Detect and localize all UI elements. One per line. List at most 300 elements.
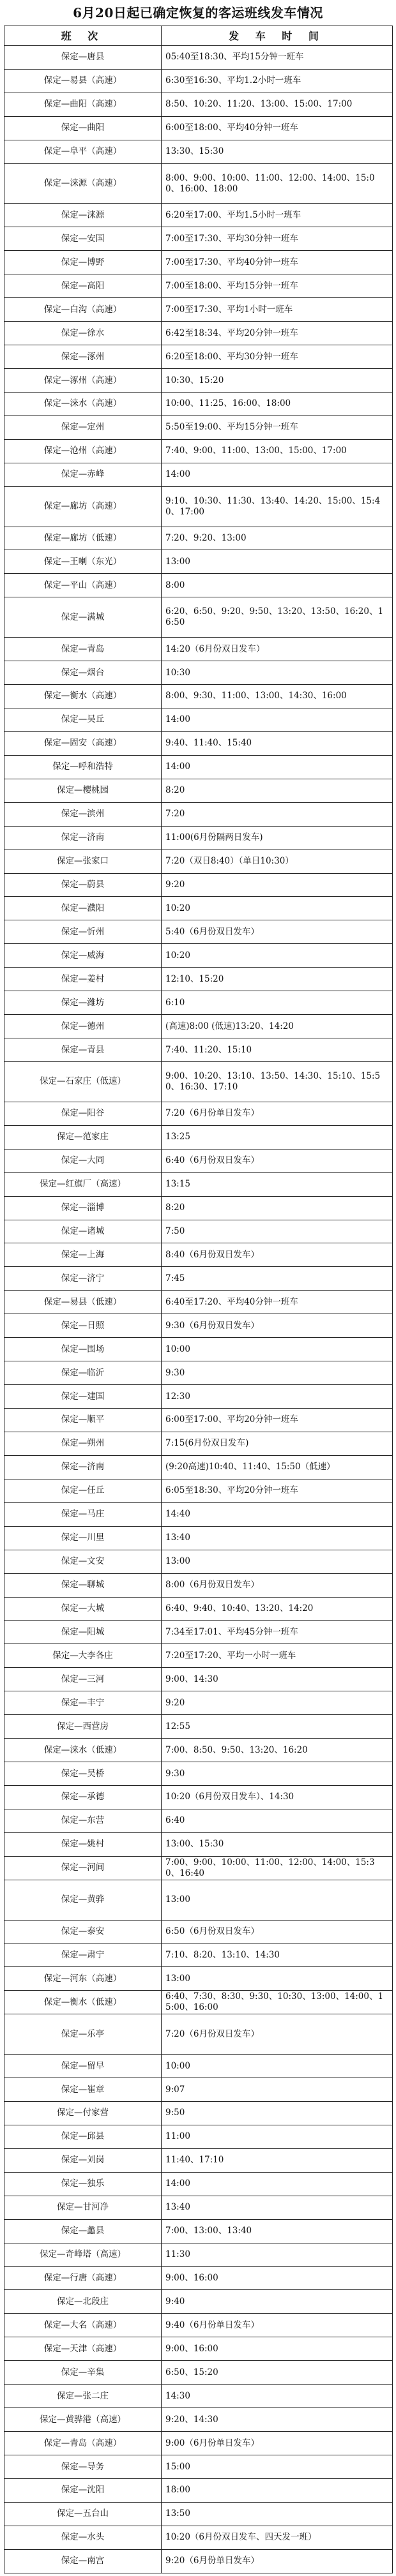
times-cell: 9:20、14:30 bbox=[162, 2408, 393, 2432]
route-cell: 保定—涞水（低速） bbox=[4, 1739, 162, 1762]
table-row bbox=[4, 1550, 393, 1573]
route-cell: 保定—天津（高速） bbox=[4, 2337, 162, 2361]
times-cell: 13:00 bbox=[162, 1880, 393, 1920]
times-cell: 7:20至17:20、平均一小时一班车 bbox=[162, 1644, 393, 1668]
table-row bbox=[4, 2219, 393, 2243]
route-cell: 保定—沧州（高速） bbox=[4, 439, 162, 463]
route-cell: 保定—泰安 bbox=[4, 1920, 162, 1943]
route-cell: 保定—曲阳（高速） bbox=[4, 93, 162, 116]
times-cell: 9:20 bbox=[162, 873, 393, 897]
times-cell: 13:00 bbox=[162, 1550, 393, 1573]
route-cell: 保定—廊坊（高速） bbox=[4, 486, 162, 527]
route-cell: 保定—吴桥 bbox=[4, 1762, 162, 1786]
table-row bbox=[4, 369, 393, 393]
table-row bbox=[4, 2314, 393, 2337]
route-cell: 保定—建国 bbox=[4, 1385, 162, 1409]
route-cell: 保定—丰宁 bbox=[4, 1691, 162, 1715]
route-cell: 保定—徐水 bbox=[4, 322, 162, 345]
times-cell: 13:00 bbox=[162, 1967, 393, 1991]
table-row bbox=[4, 116, 393, 140]
times-cell: 11:40、17:10 bbox=[162, 2148, 393, 2172]
times-cell: 12:55 bbox=[162, 1715, 393, 1739]
times-cell: 6:00至17:00、平均20分钟一班车 bbox=[162, 1409, 393, 1432]
times-cell: 14:00 bbox=[162, 463, 393, 486]
route-cell: 保定—满城 bbox=[4, 597, 162, 638]
route-cell: 保定—大同 bbox=[4, 1149, 162, 1172]
table-row bbox=[4, 1967, 393, 1991]
route-cell: 保定—石家庄（低速） bbox=[4, 1062, 162, 1102]
table-row bbox=[4, 1597, 393, 1621]
route-cell: 保定—东营 bbox=[4, 1809, 162, 1832]
times-cell: 9:00、16:00 bbox=[162, 2266, 393, 2290]
table-row bbox=[4, 486, 393, 527]
times-cell: (9:20高速)10:40、11:40、15:50（低速） bbox=[162, 1455, 393, 1479]
times-cell: 11:00(6月份隔两日发车) bbox=[162, 826, 393, 850]
table-row bbox=[4, 850, 393, 873]
table-row bbox=[4, 1243, 393, 1267]
times-cell: 6:40至17:20、平均40分钟一班车 bbox=[162, 1291, 393, 1314]
table-row bbox=[4, 345, 393, 369]
page-title: 6月20日起已确定恢复的客运班线发车情况 bbox=[73, 5, 323, 20]
route-cell: 保定—马庄 bbox=[4, 1502, 162, 1526]
route-cell: 保定—张家口 bbox=[4, 850, 162, 873]
table-row bbox=[4, 1621, 393, 1644]
route-cell: 保定—滨州 bbox=[4, 802, 162, 826]
route-cell: 保定—济宁 bbox=[4, 1267, 162, 1291]
table-row bbox=[4, 1739, 393, 1762]
times-cell: 7:15(6月份双日发车) bbox=[162, 1432, 393, 1455]
times-cell: 9:40 bbox=[162, 2290, 393, 2314]
table-row bbox=[4, 1668, 393, 1691]
table-row bbox=[4, 2101, 393, 2125]
route-cell: 保定—沈阳 bbox=[4, 2478, 162, 2502]
table-row bbox=[4, 597, 393, 638]
table-row bbox=[4, 755, 393, 779]
times-cell: 14:00 bbox=[162, 708, 393, 731]
table-row bbox=[4, 1991, 393, 2014]
times-cell: 14:30 bbox=[162, 2385, 393, 2408]
route-cell: 保定—大名（高速） bbox=[4, 2314, 162, 2337]
times-cell: 6:42至18:34、平均20分钟一班车 bbox=[162, 322, 393, 345]
times-cell: 7:00至18:00、平均15分钟一班车 bbox=[162, 274, 393, 298]
table-row bbox=[4, 1715, 393, 1739]
table-row bbox=[4, 1691, 393, 1715]
times-cell: 8:00、9:30、11:00、13:00、14:30、16:00 bbox=[162, 685, 393, 708]
table-row bbox=[4, 69, 393, 93]
table-row bbox=[4, 1762, 393, 1786]
table-row bbox=[4, 1502, 393, 1526]
route-column-header: 班 次 bbox=[4, 26, 162, 46]
table-row bbox=[4, 2526, 393, 2549]
table-row bbox=[4, 46, 393, 70]
times-cell: 13:25 bbox=[162, 1125, 393, 1149]
route-cell: 保定—涞源（高速） bbox=[4, 163, 162, 204]
route-cell: 保定—濮阳 bbox=[4, 897, 162, 920]
times-cell: 7:45 bbox=[162, 1267, 393, 1291]
table-row bbox=[4, 731, 393, 755]
times-cell: 14:00 bbox=[162, 755, 393, 779]
times-cell: 7:00、13:00、13:40 bbox=[162, 2219, 393, 2243]
route-cell: 保定—白沟（高速） bbox=[4, 298, 162, 322]
times-cell: 10:00、11:25、16:00、18:00 bbox=[162, 392, 393, 416]
times-cell: 8:00（6月份双日发车） bbox=[162, 1573, 393, 1597]
times-cell: 9:30 bbox=[162, 1762, 393, 1786]
table-row bbox=[4, 2290, 393, 2314]
route-cell: 保定—川里 bbox=[4, 1526, 162, 1550]
table-row bbox=[4, 2055, 393, 2078]
table-row bbox=[4, 1220, 393, 1243]
route-cell: 保定—河东（高速） bbox=[4, 1967, 162, 1991]
table-row bbox=[4, 1149, 393, 1172]
route-cell: 保定—朔州 bbox=[4, 1432, 162, 1455]
times-cell: 7:10、8:20、13:10、14:30 bbox=[162, 1943, 393, 1967]
route-cell: 保定—潍坊 bbox=[4, 991, 162, 1015]
times-cell: 12:10、15:20 bbox=[162, 968, 393, 991]
route-cell: 保定—姚村 bbox=[4, 1832, 162, 1856]
times-cell: 9:40（6月份单日发车） bbox=[162, 2314, 393, 2337]
table-row bbox=[4, 968, 393, 991]
route-cell: 保定—淄博 bbox=[4, 1196, 162, 1220]
times-cell: 9:50 bbox=[162, 2101, 393, 2125]
route-cell: 保定—独乐 bbox=[4, 2172, 162, 2196]
times-cell: 5:50至19:00、平均15分钟一班车 bbox=[162, 416, 393, 439]
table-row bbox=[4, 708, 393, 731]
table-row bbox=[4, 1832, 393, 1856]
times-cell: 13:40 bbox=[162, 2196, 393, 2219]
route-cell: 保定—邱县 bbox=[4, 2125, 162, 2148]
table-row bbox=[4, 1062, 393, 1102]
times-cell: 7:40、9:00、11:00、13:00、15:00、17:00 bbox=[162, 439, 393, 463]
times-cell: 8:20 bbox=[162, 1196, 393, 1220]
times-cell: 13:00 bbox=[162, 550, 393, 574]
table-row bbox=[4, 685, 393, 708]
times-cell: 6:30至16:30、平均1.2小时一班车 bbox=[162, 69, 393, 93]
table-row bbox=[4, 1455, 393, 1479]
route-cell: 保定—围场 bbox=[4, 1338, 162, 1361]
route-cell: 保定—阜平（高速） bbox=[4, 140, 162, 163]
table-row bbox=[4, 298, 393, 322]
table-row bbox=[4, 2078, 393, 2102]
times-cell: 6:10 bbox=[162, 991, 393, 1015]
table-row bbox=[4, 1038, 393, 1062]
table-row bbox=[4, 2432, 393, 2455]
route-cell: 保定—行唐（高速） bbox=[4, 2266, 162, 2290]
route-cell: 保定—定州 bbox=[4, 416, 162, 439]
table-row bbox=[4, 2148, 393, 2172]
table-row bbox=[4, 1314, 393, 1338]
times-cell: 9:30 bbox=[162, 1361, 393, 1385]
times-cell: 05:40至18:30、平均15分钟一班车 bbox=[162, 46, 393, 70]
route-cell: 保定—樱桃园 bbox=[4, 779, 162, 802]
table-row bbox=[4, 1920, 393, 1943]
route-cell: 保定—赤峰 bbox=[4, 463, 162, 486]
route-cell: 保定—威海 bbox=[4, 944, 162, 968]
table-row bbox=[4, 2014, 393, 2055]
times-cell: 15:00 bbox=[162, 2455, 393, 2479]
times-cell: 9:10、10:30、11:30、13:40、14:20、15:00、15:40、17:00 bbox=[162, 486, 393, 527]
times-cell: 11:30 bbox=[162, 2243, 393, 2266]
table-row bbox=[4, 991, 393, 1015]
table-body bbox=[4, 46, 393, 2573]
table-row bbox=[4, 322, 393, 345]
times-column-header: 发 车 时 间 bbox=[162, 26, 393, 46]
route-cell: 保定—日照 bbox=[4, 1314, 162, 1338]
route-cell: 保定—顺平 bbox=[4, 1409, 162, 1432]
times-cell: 18:00 bbox=[162, 2478, 393, 2502]
table-row bbox=[4, 1573, 393, 1597]
table-row bbox=[4, 1809, 393, 1832]
times-cell: 13:40 bbox=[162, 1526, 393, 1550]
route-cell: 保定—刘岗 bbox=[4, 2148, 162, 2172]
route-cell: 保定—青岛（高速） bbox=[4, 2432, 162, 2455]
table-row bbox=[4, 274, 393, 298]
table-row bbox=[4, 140, 393, 163]
times-cell: 7:34至17:01、平均45分钟一班车 bbox=[162, 1621, 393, 1644]
table-row bbox=[4, 2502, 393, 2526]
times-cell: 9:40、11:40、15:40 bbox=[162, 731, 393, 755]
times-cell: 6:20至17:00、平均1.5小时一班车 bbox=[162, 204, 393, 227]
times-cell: 6:00至18:00、平均40分钟一班车 bbox=[162, 116, 393, 140]
route-cell: 保定—五台山 bbox=[4, 2502, 162, 2526]
table-row bbox=[4, 1644, 393, 1668]
route-cell: 保定—上海 bbox=[4, 1243, 162, 1267]
times-cell: 9:20（6月份单日发车） bbox=[162, 2549, 393, 2573]
table-row bbox=[4, 1267, 393, 1291]
table-row bbox=[4, 1943, 393, 1967]
times-cell: 13:15 bbox=[162, 1172, 393, 1196]
table-row bbox=[4, 439, 393, 463]
table-row bbox=[4, 873, 393, 897]
times-cell: 6:40、9:40、10:40、13:20、14:20 bbox=[162, 1597, 393, 1621]
times-cell: 6:20、6:50、9:20、9:50、13:20、13:50、16:20、16:50 bbox=[162, 597, 393, 638]
times-cell: 9:00（6月份单日发车） bbox=[162, 2432, 393, 2455]
route-cell: 保定—北段庄 bbox=[4, 2290, 162, 2314]
table-row bbox=[4, 251, 393, 274]
route-cell: 保定—衡水（低速） bbox=[4, 1991, 162, 2014]
route-cell: 保定—青县 bbox=[4, 1038, 162, 1062]
table-header bbox=[4, 26, 393, 46]
table-row bbox=[4, 1786, 393, 1809]
times-cell: 7:20（双日8:40）（单日10:30） bbox=[162, 850, 393, 873]
table-row bbox=[4, 802, 393, 826]
times-cell: 6:50、15:20 bbox=[162, 2361, 393, 2385]
times-cell: 7:20（6月份单日发车） bbox=[162, 1102, 393, 1125]
route-cell: 保定—涞水（高速） bbox=[4, 392, 162, 416]
route-cell: 保定—水头 bbox=[4, 2526, 162, 2549]
route-cell: 保定—王喇（东光） bbox=[4, 550, 162, 574]
table-row bbox=[4, 779, 393, 802]
route-cell: 保定—辛集 bbox=[4, 2361, 162, 2385]
times-cell: 6:40、7:30、8:30、9:30、10:30、13:00、14:00、15:00、16:00 bbox=[162, 1991, 393, 2014]
times-cell: 8:40（6月份双日发车） bbox=[162, 1243, 393, 1267]
route-cell: 保定—唐县 bbox=[4, 46, 162, 70]
table-row bbox=[4, 1102, 393, 1125]
times-cell: 7:00、8:50、9:50、13:20、16:20 bbox=[162, 1739, 393, 1762]
route-cell: 保定—临沂 bbox=[4, 1361, 162, 1385]
times-cell: (高速)8:00 (低速)13:20、14:20 bbox=[162, 1015, 393, 1038]
route-cell: 保定—呼和浩特 bbox=[4, 755, 162, 779]
times-cell: 7:20 bbox=[162, 802, 393, 826]
times-cell: 10:20 bbox=[162, 897, 393, 920]
route-cell: 保定—蔚县 bbox=[4, 873, 162, 897]
table-row bbox=[4, 2385, 393, 2408]
schedule-table bbox=[4, 26, 393, 2573]
times-cell: 8:50、10:20、11:20、13:00、15:00、17:00 bbox=[162, 93, 393, 116]
table-row bbox=[4, 661, 393, 685]
route-cell: 保定—付家营 bbox=[4, 2101, 162, 2125]
table-row bbox=[4, 2125, 393, 2148]
table-row bbox=[4, 163, 393, 204]
table-row bbox=[4, 1125, 393, 1149]
route-cell: 保定—济南 bbox=[4, 1455, 162, 1479]
times-cell: 6:40（6月份双日发车） bbox=[162, 1149, 393, 1172]
route-cell: 保定—西营房 bbox=[4, 1715, 162, 1739]
table-row bbox=[4, 204, 393, 227]
table-row bbox=[4, 2337, 393, 2361]
table-row bbox=[4, 944, 393, 968]
table-row bbox=[4, 1172, 393, 1196]
route-cell: 保定—平山（高速） bbox=[4, 574, 162, 597]
route-cell: 保定—忻州 bbox=[4, 920, 162, 944]
times-cell: 7:20、9:20、13:00 bbox=[162, 527, 393, 550]
route-cell: 保定—曲阳 bbox=[4, 116, 162, 140]
table-row bbox=[4, 2266, 393, 2290]
route-cell: 保定—导务 bbox=[4, 2455, 162, 2479]
table-row bbox=[4, 1385, 393, 1409]
times-cell: 6:20至18:00、平均30分钟一班车 bbox=[162, 345, 393, 369]
table-row bbox=[4, 416, 393, 439]
times-cell: 8:20 bbox=[162, 779, 393, 802]
route-cell: 保定—诸城 bbox=[4, 1220, 162, 1243]
table-row bbox=[4, 574, 393, 597]
times-cell: 14:20（6月份双日发车） bbox=[162, 638, 393, 661]
route-cell: 保定—高阳 bbox=[4, 274, 162, 298]
route-cell: 保定—黄骅港（高速） bbox=[4, 2408, 162, 2432]
table-row bbox=[4, 2478, 393, 2502]
times-cell: 5:40（6月份双日发车） bbox=[162, 920, 393, 944]
route-cell: 保定—廊坊（低速） bbox=[4, 527, 162, 550]
route-cell: 保定—涿州（高速） bbox=[4, 369, 162, 393]
times-cell: 9:00、16:00 bbox=[162, 2337, 393, 2361]
table-row bbox=[4, 2408, 393, 2432]
times-cell: 14:40 bbox=[162, 1502, 393, 1526]
times-cell: 9:07 bbox=[162, 2078, 393, 2102]
table-row bbox=[4, 1856, 393, 1880]
times-cell: 10:30 bbox=[162, 661, 393, 685]
table-row bbox=[4, 1291, 393, 1314]
table-row bbox=[4, 1015, 393, 1038]
table-row bbox=[4, 638, 393, 661]
route-cell: 保定—甘河净 bbox=[4, 2196, 162, 2219]
times-cell: 12:30 bbox=[162, 1385, 393, 1409]
table-row bbox=[4, 2172, 393, 2196]
table-row bbox=[4, 93, 393, 116]
times-cell: 7:00、9:00、10:00、11:00、12:00、14:00、15:30、16:40 bbox=[162, 1856, 393, 1880]
route-cell: 保定—姜村 bbox=[4, 968, 162, 991]
times-cell: 6:50（6月份双日发车） bbox=[162, 1920, 393, 1943]
table-row bbox=[4, 1479, 393, 1502]
route-cell: 保定—三河 bbox=[4, 1668, 162, 1691]
table-row bbox=[4, 527, 393, 550]
route-cell: 保定—文安 bbox=[4, 1550, 162, 1573]
route-cell: 保定—任丘 bbox=[4, 1479, 162, 1502]
times-cell: 14:00 bbox=[162, 2172, 393, 2196]
table-row bbox=[4, 1338, 393, 1361]
times-cell: 10:00 bbox=[162, 1338, 393, 1361]
times-cell: 7:00至17:30、平均40分钟一班车 bbox=[162, 251, 393, 274]
times-cell: 10:00 bbox=[162, 2055, 393, 2078]
table-row bbox=[4, 897, 393, 920]
route-cell: 保定—安国 bbox=[4, 227, 162, 251]
times-cell: 6:05至18:30、平均20分钟一班车 bbox=[162, 1479, 393, 1502]
table-row bbox=[4, 1432, 393, 1455]
table-row bbox=[4, 227, 393, 251]
route-cell: 保定—南宫 bbox=[4, 2549, 162, 2573]
route-cell: 保定—奇峰塔（高速） bbox=[4, 2243, 162, 2266]
times-cell: 13:50 bbox=[162, 2502, 393, 2526]
route-cell: 保定—河间 bbox=[4, 1856, 162, 1880]
table-row bbox=[4, 2549, 393, 2573]
route-cell: 保定—涿州 bbox=[4, 345, 162, 369]
header-row bbox=[4, 26, 393, 46]
table-row bbox=[4, 920, 393, 944]
route-cell: 保定—博野 bbox=[4, 251, 162, 274]
times-cell: 7:00至17:30、平均1小时一班车 bbox=[162, 298, 393, 322]
table-row bbox=[4, 826, 393, 850]
route-cell: 保定—烟台 bbox=[4, 661, 162, 685]
route-cell: 保定—蠡县 bbox=[4, 2219, 162, 2243]
table-row bbox=[4, 2361, 393, 2385]
times-cell: 9:30（6月份双日发车） bbox=[162, 1314, 393, 1338]
route-cell: 保定—承德 bbox=[4, 1786, 162, 1809]
times-cell: 8:00 bbox=[162, 574, 393, 597]
route-cell: 保定—乐亭 bbox=[4, 2014, 162, 2055]
table-row bbox=[4, 2243, 393, 2266]
route-cell: 保定—阳谷 bbox=[4, 1102, 162, 1125]
route-cell: 保定—留早 bbox=[4, 2055, 162, 2078]
times-cell: 10:20 bbox=[162, 944, 393, 968]
table-row bbox=[4, 463, 393, 486]
table-row bbox=[4, 2455, 393, 2479]
table-row bbox=[4, 1880, 393, 1920]
route-cell: 保定—大李各庄 bbox=[4, 1644, 162, 1668]
table-row bbox=[4, 2196, 393, 2219]
times-cell: 9:00、10:20、13:10、13:50、14:30、15:10、15:50、16:30、17:10 bbox=[162, 1062, 393, 1102]
route-cell: 保定—张二庄 bbox=[4, 2385, 162, 2408]
times-cell: 11:00 bbox=[162, 2125, 393, 2148]
route-cell: 保定—青岛 bbox=[4, 638, 162, 661]
times-cell: 9:00、14:30 bbox=[162, 1668, 393, 1691]
times-cell: 7:40、11:20、15:10 bbox=[162, 1038, 393, 1062]
route-cell: 保定—易县（低速） bbox=[4, 1291, 162, 1314]
times-cell: 13:30、15:30 bbox=[162, 140, 393, 163]
table-row bbox=[4, 1361, 393, 1385]
times-cell: 13:00、15:30 bbox=[162, 1832, 393, 1856]
route-cell: 保定—聊城 bbox=[4, 1573, 162, 1597]
route-cell: 保定—崔章 bbox=[4, 2078, 162, 2102]
table-row bbox=[4, 550, 393, 574]
route-cell: 保定—易县（高速） bbox=[4, 69, 162, 93]
route-cell: 保定—涞源 bbox=[4, 204, 162, 227]
table-row bbox=[4, 1196, 393, 1220]
times-cell: 10:20（6月份双日发车、四天发一班） bbox=[162, 2526, 393, 2549]
table-row bbox=[4, 1526, 393, 1550]
route-cell: 保定—阳城 bbox=[4, 1621, 162, 1644]
table-row bbox=[4, 1409, 393, 1432]
route-cell: 保定—固安（高速） bbox=[4, 731, 162, 755]
route-cell: 保定—济南 bbox=[4, 826, 162, 850]
times-cell: 7:00至17:30、平均30分钟一班车 bbox=[162, 227, 393, 251]
